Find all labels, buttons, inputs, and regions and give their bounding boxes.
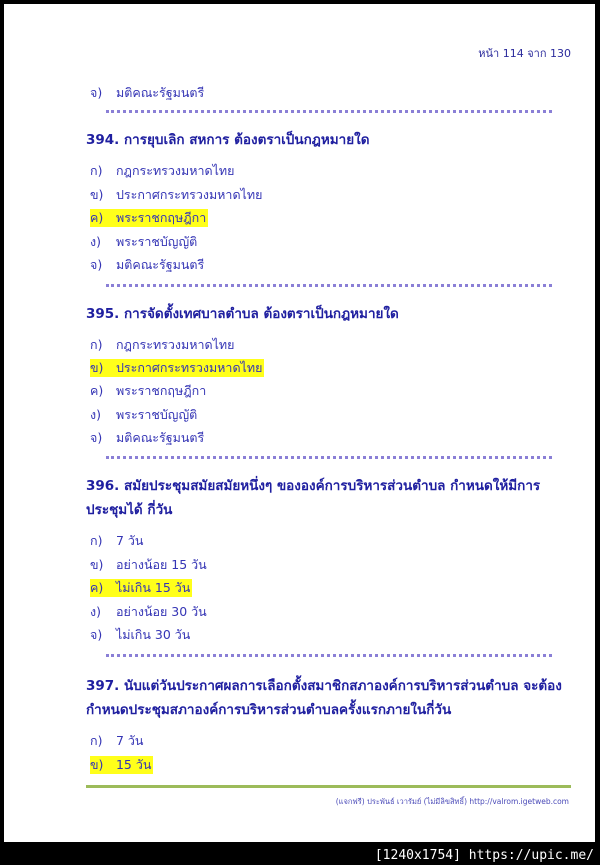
image-watermark: [1240x1754] https://upic.me/ <box>374 848 594 863</box>
option-item <box>90 256 204 274</box>
footer-credit: (แจกฟรี) ประพันธ์ เวารัมย์ (ไม่มีลิขสิทธิ์) http://valrom.igetweb.com <box>335 797 569 806</box>
option-item <box>90 732 143 750</box>
option-text: ไม่เกิน 30 วัน <box>115 627 191 642</box>
option-label: ก) <box>90 533 103 548</box>
document-page <box>4 4 595 842</box>
option-item-answer <box>90 209 208 227</box>
option-item <box>90 382 206 400</box>
option-label: จ) <box>90 85 103 100</box>
question-394: 394. การยุบเลิก สหการ ต้องตราเป็นกฎหมายใด <box>86 132 370 148</box>
option-label: ข) <box>90 557 104 572</box>
option-text: พระราชบัญญัติ <box>115 407 198 422</box>
separator-line <box>106 284 552 287</box>
option-item <box>90 186 262 204</box>
option-text: มติคณะรัฐมนตรี <box>115 430 205 445</box>
option-item <box>90 162 234 180</box>
separator-line <box>106 654 552 657</box>
option-item <box>90 603 207 621</box>
option-label: ข) <box>90 187 104 202</box>
separator-line <box>106 456 552 459</box>
question-396: 396. สมัยประชุมสมัยสมัยหนึ่งๆ ขององค์การบริหารส่วนตำบล กำหนดให้มีการประชุมได้ กี่วัน <box>86 478 541 518</box>
option-item <box>90 406 197 424</box>
separator-line <box>106 110 552 113</box>
option-text: กฎกระทรวงมหาดไทย <box>115 337 235 352</box>
option-label: ข) <box>90 757 104 772</box>
option-item <box>90 532 143 550</box>
option-label: จ) <box>90 627 103 642</box>
option-label: ง) <box>90 407 101 422</box>
option-text: มติคณะรัฐมนตรี <box>115 257 205 272</box>
question-397: 397. นับแต่วันประกาศผลการเลือกตั้งสมาชิกสภาองค์การบริหารส่วนตำบล จะต้องกำหนดประชุมสภาองค์การบริหารส่วนตำบลครั้งแรกภายในกี่วัน <box>86 678 562 718</box>
option-label: ข) <box>90 360 104 375</box>
option-label: ค) <box>90 580 104 595</box>
option-text: ประกาศกระทรวงมหาดไทย <box>115 187 263 202</box>
option-label: จ) <box>90 257 103 272</box>
footer-rule <box>86 785 571 788</box>
option-item-answer <box>90 359 264 377</box>
option-item-answer <box>90 756 153 774</box>
option-text: ไม่เกิน 15 วัน <box>115 580 191 595</box>
option-text: อย่างน้อย 30 วัน <box>115 604 207 619</box>
option-label: ค) <box>90 383 104 398</box>
option-text: พระราชบัญญัติ <box>115 234 198 249</box>
option-text: พระราชกฤษฎีกา <box>115 210 207 225</box>
option-text: 7 วัน <box>115 533 144 548</box>
option-item <box>90 556 207 574</box>
option-text: มติคณะรัฐมนตรี <box>115 85 205 100</box>
option-item <box>90 626 190 644</box>
option-text: อย่างน้อย 15 วัน <box>115 557 207 572</box>
question-395: 395. การจัดตั้งเทศบาลตำบล ต้องตราเป็นกฎหมายใด <box>86 306 399 322</box>
option-label: ก) <box>90 337 103 352</box>
option-item-answer <box>90 579 192 597</box>
option-label: ง) <box>90 234 101 249</box>
option-label: จ) <box>90 430 103 445</box>
option-text: 15 วัน <box>115 757 152 772</box>
option-text: พระราชกฤษฎีกา <box>115 383 207 398</box>
option-text: 7 วัน <box>115 733 144 748</box>
option-item <box>90 233 197 251</box>
page-indicator: หน้า 114 จาก 130 <box>478 47 571 60</box>
option-label: ค) <box>90 210 104 225</box>
option-item <box>90 336 234 354</box>
option-item <box>90 429 204 447</box>
option-label: ก) <box>90 163 103 178</box>
option-item <box>90 84 204 102</box>
option-text: กฎกระทรวงมหาดไทย <box>115 163 235 178</box>
option-label: ก) <box>90 733 103 748</box>
option-label: ง) <box>90 604 101 619</box>
option-text: ประกาศกระทรวงมหาดไทย <box>115 360 263 375</box>
